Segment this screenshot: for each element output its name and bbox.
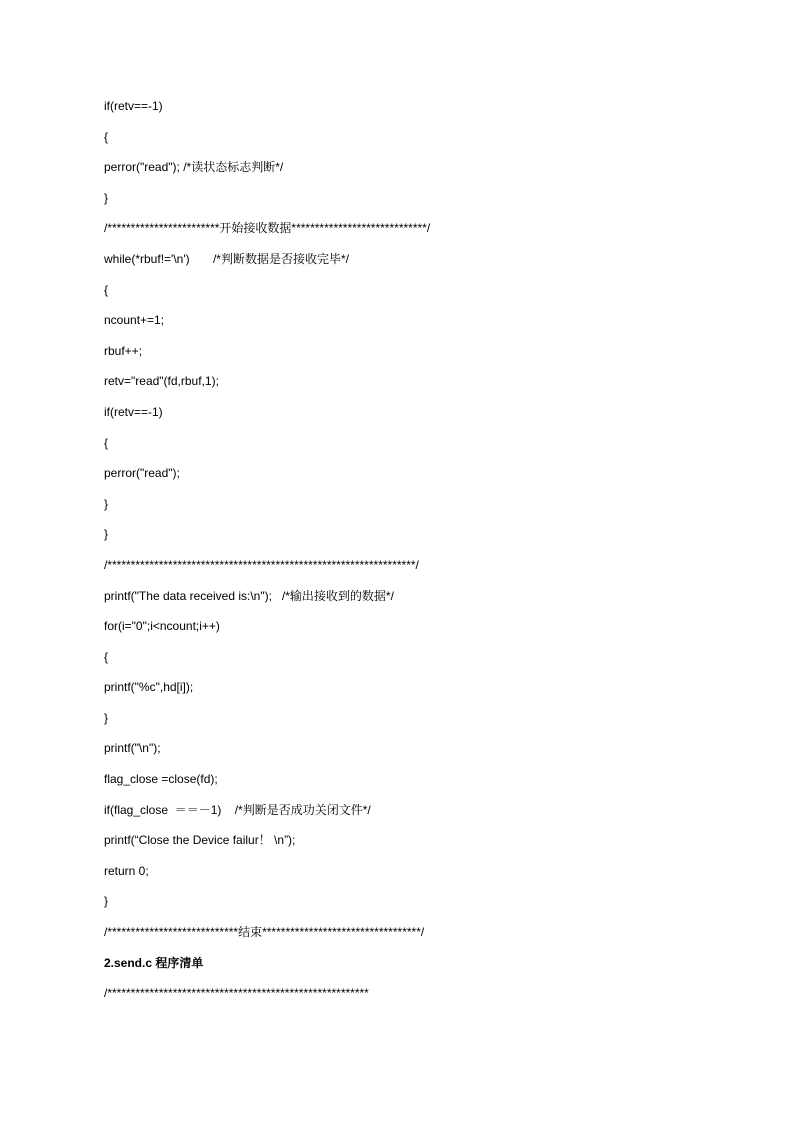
code-listing bbox=[104, 97, 430, 1015]
code-line: { bbox=[104, 649, 109, 664]
code-line: retv="read"(fd,rbuf,1); bbox=[104, 374, 219, 389]
code-line: /****************************结束**********************************/ bbox=[104, 925, 425, 940]
code-line: while(*rbuf!='\n') /*判断数据是否接收完毕*/ bbox=[104, 251, 349, 266]
code-line: } bbox=[104, 190, 109, 205]
code-line: printf("The data received is:\n"); /*输出接收到的数据*/ bbox=[104, 588, 394, 603]
code-line: } bbox=[104, 710, 109, 725]
code-line: perror("read"); bbox=[104, 466, 180, 481]
code-line: } bbox=[104, 496, 109, 511]
code-line: } bbox=[104, 527, 109, 542]
code-line: perror("read"); /*读状态标志判断*/ bbox=[104, 160, 284, 175]
code-line: if(flag_close ＝＝－1) /*判断是否成功关闭文件*/ bbox=[104, 802, 371, 817]
code-line: { bbox=[104, 435, 109, 450]
code-line: for(i="0";i<ncount;i++) bbox=[104, 619, 220, 634]
code-line: /******************************************************************/ bbox=[104, 557, 419, 572]
code-line: printf("\n"); bbox=[104, 741, 161, 756]
code-line: { bbox=[104, 282, 109, 297]
code-line: printf("%c",hd[i]); bbox=[104, 680, 194, 695]
code-line: printf(“Close the Device failur！ \n”); bbox=[104, 833, 296, 848]
section-heading: 2.send.c 程序清单 bbox=[104, 955, 204, 970]
code-line: if(retv==-1) bbox=[104, 99, 163, 113]
code-line: { bbox=[104, 129, 109, 144]
code-line: rbuf++; bbox=[104, 343, 143, 358]
code-line: flag_close =close(fd); bbox=[104, 772, 218, 787]
code-line: return 0; bbox=[104, 863, 149, 878]
code-line: /******************************************************** bbox=[104, 986, 369, 1001]
code-line: /************************开始接收数据*****************************/ bbox=[104, 221, 431, 236]
code-line: ncount+=1; bbox=[104, 313, 165, 328]
code-line: } bbox=[104, 894, 109, 909]
code-line: if(retv==-1) bbox=[104, 404, 163, 419]
